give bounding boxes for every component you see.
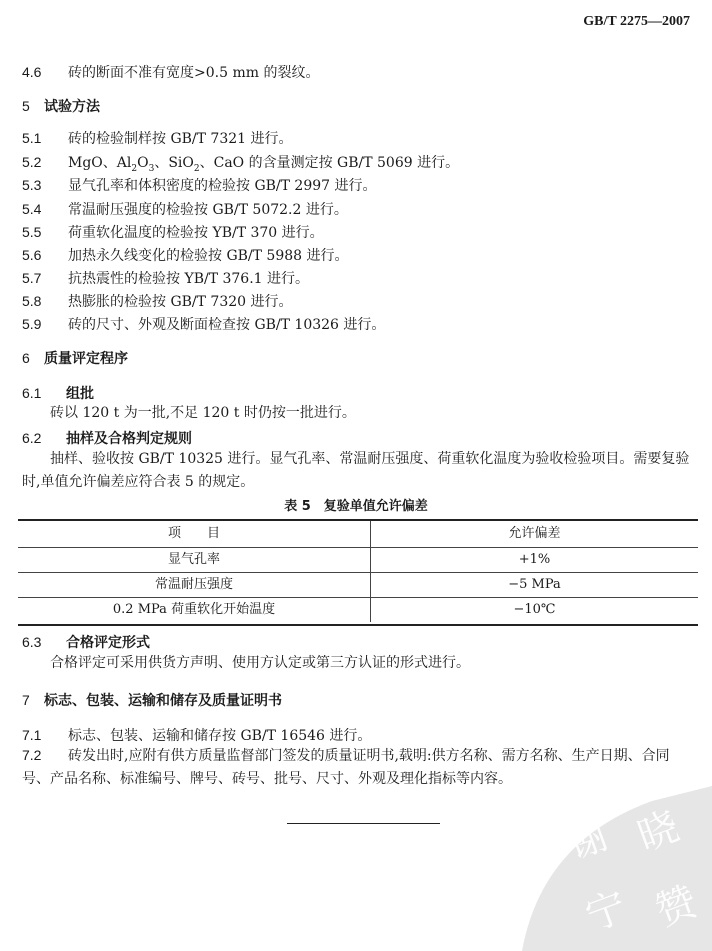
clause-6-2-heading — [22, 428, 192, 448]
clause-title: 组批 — [66, 386, 94, 402]
section-title: 试验方法 — [44, 99, 100, 115]
clause-number: 6.3 — [22, 634, 42, 650]
clause-number: 5.6 — [22, 247, 42, 263]
clause-6-3-heading — [22, 632, 150, 652]
section-5-heading — [22, 96, 100, 116]
clause-number: 6.2 — [22, 430, 42, 446]
clause-text: 标志、包装、运输和储存按 GB/T 16546 进行。 — [68, 728, 372, 744]
clause-number: 5.3 — [22, 177, 42, 193]
clause-6-1-heading — [22, 383, 94, 403]
clause-text-part: MgO、Al — [68, 155, 132, 171]
clause-text: 砖的检验制样按 GB/T 7321 进行。 — [68, 131, 293, 147]
table-header-cell: 允许偏差 — [508, 526, 561, 541]
subscript: 2 — [193, 163, 200, 174]
clause-text-part: O — [137, 155, 149, 171]
clause-number: 7.1 — [22, 727, 42, 743]
table-cell: 0.2 MPa 荷重软化开始温度 — [18, 598, 371, 622]
clause-number: 5.9 — [22, 316, 42, 332]
clause-text: 常温耐压强度的检验按 GB/T 5072.2 进行。 — [68, 202, 348, 218]
end-rule — [287, 823, 440, 824]
clause-number: 7.2 — [22, 747, 42, 763]
section-title: 标志、包装、运输和储存及质量证明书 — [44, 693, 282, 709]
clause-5-8 — [22, 291, 293, 311]
clause-number: 5.2 — [22, 154, 42, 170]
table-row — [18, 573, 698, 598]
clause-title: 合格评定形式 — [66, 635, 150, 651]
clause-text-part: 、CaO 的含量测定按 GB/T 5069 进行。 — [199, 155, 460, 171]
clause-7-1 — [22, 725, 371, 745]
clause-5-7 — [22, 268, 309, 288]
clause-5-5 — [22, 222, 324, 242]
watermark-stamp — [482, 781, 712, 951]
clause-6-1-text: 砖以 120 t 为一批,不足 120 t 时仍按一批进行。 — [50, 405, 356, 421]
section-number: 5 — [22, 98, 30, 114]
table-header-row — [18, 521, 698, 548]
clause-text: 荷重软化温度的检验按 YB/T 370 进行。 — [68, 225, 324, 241]
svg-text:赞: 赞 — [649, 878, 704, 936]
table-cell: +1% — [518, 552, 551, 567]
table-header-cell: 项 目 — [18, 521, 371, 547]
clause-title: 抽样及合格判定规则 — [66, 431, 192, 447]
clause-number: 6.1 — [22, 385, 42, 401]
clause-5-1 — [22, 128, 293, 148]
table-cell: −5 MPa — [508, 577, 561, 592]
subscript: 3 — [148, 163, 155, 174]
table-row — [18, 598, 698, 622]
clause-4-6 — [22, 62, 319, 82]
clause-5-6 — [22, 245, 349, 265]
clause-text: 抗热震性的检验按 YB/T 376.1 进行。 — [68, 271, 310, 287]
clause-text: 加热永久线变化的检验按 GB/T 5988 进行。 — [68, 248, 349, 264]
subscript: 2 — [131, 163, 138, 174]
clause-5-3 — [22, 175, 377, 195]
table-cell: 显气孔率 — [18, 548, 371, 572]
clause-text: 砖的断面不准有宽度>0.5 mm 的裂纹。 — [68, 65, 320, 81]
section-title: 质量评定程序 — [44, 351, 128, 367]
clause-number: 4.6 — [22, 64, 42, 80]
section-7-heading — [22, 690, 282, 710]
clause-5-4 — [22, 199, 348, 219]
table-cell: 常温耐压强度 — [18, 573, 371, 597]
clause-number: 5.1 — [22, 130, 42, 146]
clause-5-9 — [22, 314, 385, 334]
section-6-heading — [22, 348, 128, 368]
section-number: 6 — [22, 350, 30, 366]
clause-6-2-text: 抽样、验收按 GB/T 10325 进行。显气孔率、常温耐压强度、荷重软化温度为验收检验项目。需要复验时,单值允许偏差应符合表 5 的规定。 — [22, 451, 690, 490]
clause-number: 5.5 — [22, 224, 42, 240]
table-cell: −10℃ — [513, 602, 556, 617]
clause-number: 5.7 — [22, 270, 42, 286]
clause-text: 热膨胀的检验按 GB/T 7320 进行。 — [68, 294, 293, 310]
standard-code: GB/T 2275—2007 — [583, 14, 690, 29]
section-number: 7 — [22, 692, 30, 708]
svg-text:晓: 晓 — [631, 803, 686, 861]
clause-5-2 — [22, 152, 459, 174]
svg-text:谢: 谢 — [561, 811, 616, 869]
deviation-table — [18, 519, 698, 626]
clause-6-3-text: 合格评定可采用供货方声明、使用方认定或第三方认证的形式进行。 — [50, 655, 470, 671]
clause-text: 显气孔率和体积密度的检验按 GB/T 2997 进行。 — [68, 178, 377, 194]
clause-text: 砖的尺寸、外观及断面检查按 GB/T 10326 进行。 — [68, 317, 386, 333]
table-caption: 表 5 复验单值允许偏差 — [284, 499, 428, 514]
clause-number: 5.8 — [22, 293, 42, 309]
clause-text-part: 、SiO — [154, 155, 194, 171]
clause-number: 5.4 — [22, 201, 42, 217]
table-row — [18, 548, 698, 573]
svg-text:宁: 宁 — [579, 883, 634, 941]
clause-text: 砖发出时,应附有供方质量监督部门签发的质量证明书,载明:供方名称、需方名称、生产日期、合同号、产品名称、标准编号、牌号、砖号、批号、尺寸、外观及理化指标等内容。 — [22, 748, 670, 787]
